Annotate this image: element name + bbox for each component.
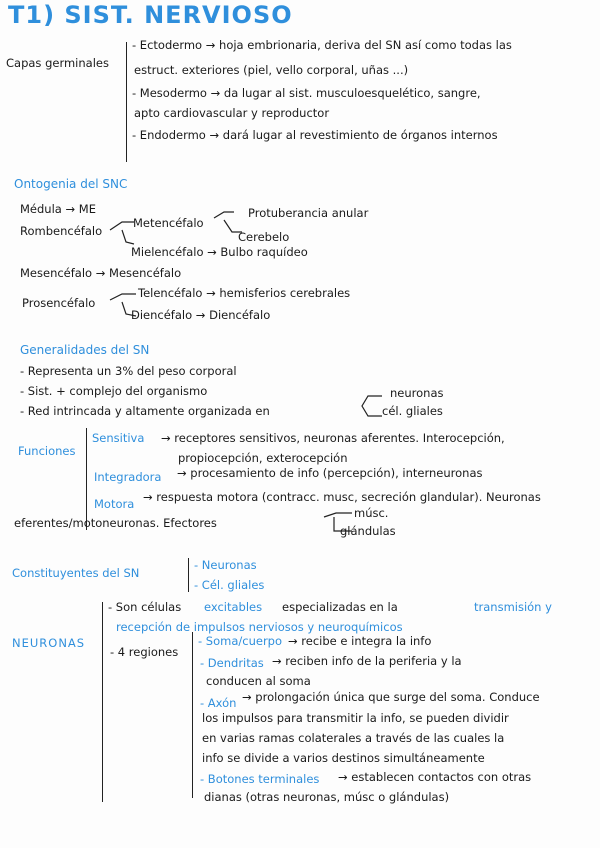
region-dendritas: - Dendritas — [200, 656, 264, 670]
region-botones: - Botones terminales — [200, 772, 320, 786]
constituyentes-label: Constituyentes del SN — [12, 566, 140, 580]
capas-label: Capas germinales — [6, 56, 109, 70]
glia-label: cél. gliales — [382, 404, 443, 418]
endodermo-line: - Endodermo → dará lugar al revestimiento de órganos internos — [132, 128, 498, 142]
rombencefalo: Rombencéfalo — [20, 224, 103, 238]
ontogenia-heading: Ontogenia del SNC — [14, 177, 128, 191]
neuronas-def-excitables: excitables — [204, 600, 263, 614]
axon-line4: info se divide a varios destinos simultáneamente — [202, 751, 485, 765]
generalidades-heading: Generalidades del SN — [20, 343, 150, 357]
cerebelo: Cerebelo — [238, 230, 290, 244]
metencefalo: Metencéfalo — [133, 216, 204, 230]
neuronas-title: NEURONAS — [12, 636, 86, 650]
regiones-label: - 4 regiones — [110, 645, 179, 659]
constituyentes-glia: - Cél. gliales — [194, 578, 265, 592]
integradora-line1: → procesamiento de info (percepción), interneuronas — [177, 466, 483, 480]
funcion-integradora: Integradora — [94, 470, 162, 484]
efector-glandulas: glándulas — [340, 524, 396, 538]
dendritas-line2: conducen al soma — [206, 674, 311, 688]
ectodermo-line2: estruct. exteriores (piel, vello corporal, uñas ...) — [134, 63, 409, 77]
generalidades-item3: - Red intrincada y altamente organizada en — [20, 404, 270, 418]
axon-line1: → prolongación única que surge del soma. Conduce — [242, 690, 540, 704]
ectodermo-line1: - Ectodermo → hoja embrionaria, deriva del SN así como todas las — [132, 38, 512, 52]
mielencefalo: Mielencéfalo → Bulbo raquídeo — [131, 245, 308, 259]
page-title: T1) SIST. NERVIOSO — [8, 1, 293, 29]
neuronas-label: neuronas — [390, 386, 444, 400]
diencefalo: Diencéfalo → Diencéfalo — [131, 308, 271, 322]
efector-musc: músc. — [354, 506, 389, 520]
region-axon: - Axón — [200, 696, 237, 710]
axon-line2: los impulsos para transmitir la info, se pueden dividir — [202, 711, 509, 725]
mesodermo-line2: apto cardiovascular y reproductor — [134, 106, 330, 120]
botones-line1: → establecen contactos con otras — [338, 770, 532, 784]
axon-line3: en varias ramas colaterales a través de las cuales la — [202, 731, 505, 745]
neuronas-bracket — [102, 602, 103, 802]
motora-line2: eferentes/motoneuronas. Efectores — [14, 516, 217, 530]
sensitiva-line1: → receptores sensitivos, neuronas aferentes. Interocepción, — [161, 431, 505, 445]
constituyentes-neuronas: - Neuronas — [194, 558, 257, 572]
funcion-motora: Motora — [94, 497, 135, 511]
region-soma: - Soma/cuerpo — [198, 634, 283, 648]
prosencefalo: Prosencéfalo — [22, 296, 96, 310]
funciones-label: Funciones — [18, 444, 76, 458]
constituyentes-bracket — [188, 558, 189, 592]
generalidades-item1: - Representa un 3% del peso corporal — [20, 364, 237, 378]
telencefalo: Telencéfalo → hemisferios cerebrales — [138, 286, 351, 300]
motora-line1: → respuesta motora (contracc. musc, secreción glandular). Neuronas — [143, 490, 541, 504]
neuronas-def-1a: - Son células — [108, 600, 182, 614]
protuberancia-anular: Protuberancia anular — [248, 206, 369, 220]
capas-bracket — [126, 42, 127, 162]
neuronas-def-1c: especializadas en la — [282, 600, 398, 614]
botones-line2: dianas (otras neuronas, músc o glándulas) — [204, 790, 450, 804]
regiones-bracket — [192, 632, 193, 798]
generalidades-item2: - Sist. + complejo del organismo — [20, 384, 208, 398]
sensitiva-line2: propiocepción, exterocepción — [178, 451, 348, 465]
medula-line: Médula → ME — [20, 202, 96, 216]
funciones-bracket — [86, 428, 87, 530]
dendritas-line1: → reciben info de la periferia y la — [272, 654, 462, 668]
neuronas-def-2: recepción de impulsos nerviosos y neuroquímicos — [116, 620, 403, 634]
mesencefalo: Mesencéfalo → Mesencéfalo — [20, 266, 182, 280]
mesodermo-line1: - Mesodermo → da lugar al sist. musculoesquelético, sangre, — [132, 86, 481, 100]
funcion-sensitiva: Sensitiva — [92, 431, 145, 445]
neuronas-def-transmision: transmisión y — [474, 600, 552, 614]
soma-text: → recibe e integra la info — [288, 634, 432, 648]
